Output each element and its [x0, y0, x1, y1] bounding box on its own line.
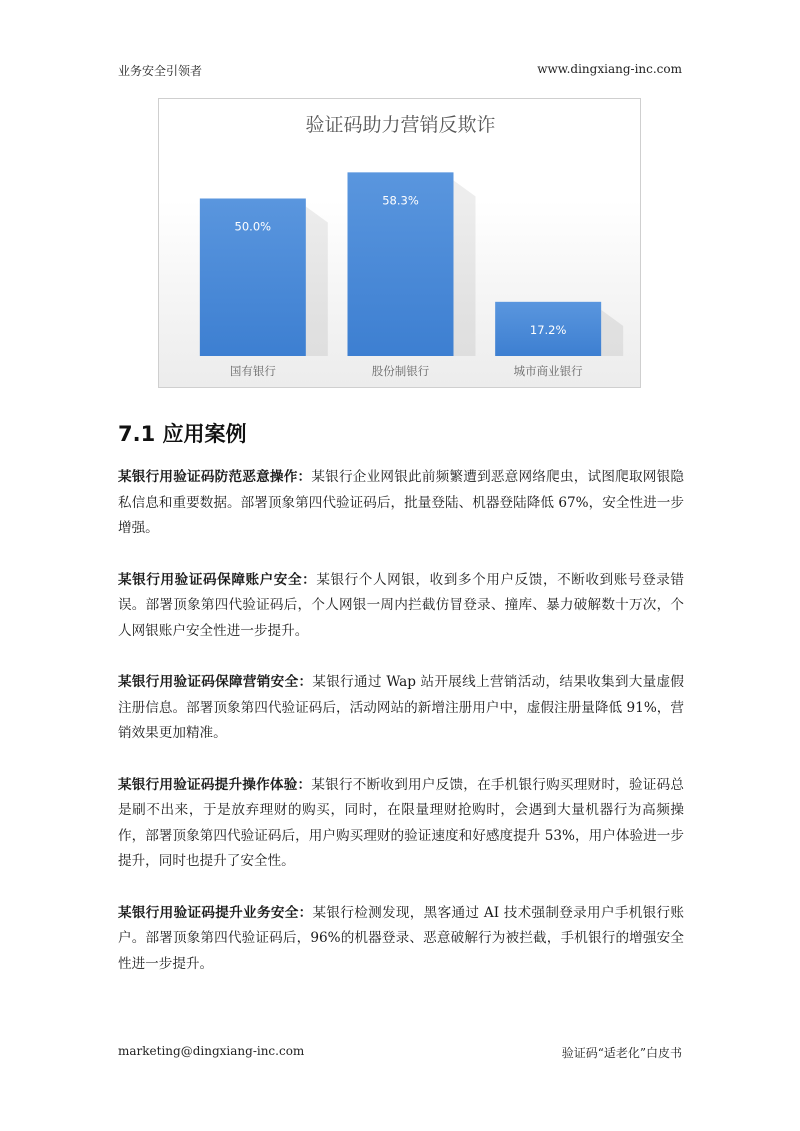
case-paragraph	[118, 568, 684, 645]
case-paragraph	[118, 773, 684, 875]
bar-chart-svg	[159, 99, 641, 388]
footer-doc-title: 验证码“适老化”白皮书	[561, 1046, 682, 1060]
case-text: 某银行通过 Wap 站开展线上营销活动，结果收集到大量虚假注册信息。部署顶象第四代验证码后，活动网站的新增注册用户中，虚假注册量降低 91%，营销效果更加精准。	[118, 674, 684, 741]
case-lead: 某银行用验证码提升业务安全：	[118, 904, 313, 921]
section-title: 7.1 应用案例	[118, 422, 247, 446]
bar-shadow	[306, 207, 328, 357]
case-lead: 某银行用验证码防范恶意操作：	[118, 469, 312, 485]
bar-value-label: 50.0%	[234, 219, 272, 234]
footer-email[interactable]: marketing@dingxiang-inc.com	[118, 1044, 305, 1058]
bar-value-label: 17.2%	[529, 322, 567, 337]
case-paragraph	[118, 465, 684, 542]
header-tagline: 业务安全引领者	[118, 64, 203, 78]
case-paragraph	[118, 901, 684, 978]
case-lead: 某银行用验证码保障账户安全：	[118, 571, 317, 588]
bar-value-label: 58.3%	[382, 193, 419, 208]
chart-title: 验证码助力营销反欺诈	[305, 114, 496, 136]
x-tick-label: 股份制银行	[371, 364, 430, 378]
case-paragraph	[118, 670, 684, 747]
case-text: 某银行不断收到用户反馈，在手机银行购买理财时，验证码总是刷不出来，于是放弃理财的购买，同时，在限量理财抢购时，会遇到大量机器行为高频操作，部署顶象第四代验证码后，用户购买理财的验证速度和好感度提升 53%，用户体验进一步提升，同时也提升了安全性。	[118, 776, 684, 869]
x-tick-label: 城市商业银行	[513, 364, 583, 378]
bar-shadow	[454, 180, 476, 356]
case-list	[118, 465, 684, 1003]
bar-chart	[158, 98, 641, 388]
case-text: 某银行企业网银此前频繁遭到恶意网络爬虫，试图爬取网银隐私信息和重要数据。部署顶象第四代验证码后，批量登陆、机器登陆降低 67%，安全性进一步增强。	[118, 469, 684, 536]
header-website[interactable]: www.dingxiang-inc.com	[537, 62, 682, 76]
case-lead: 某银行用验证码保障营销安全：	[118, 674, 313, 690]
case-text: 某银行检测发现，黑客通过 AI 技术强制登录用户手机银行账户。部署顶象第四代验证码后，96%的机器登录、恶意破解行为被拦截，手机银行的增强安全性进一步提升。	[118, 904, 685, 972]
case-text: 某银行个人网银，收到多个用户反馈，不断收到账号登录错误。部署顶象第四代验证码后，个人网银一周内拦截仿冒登录、撞库、暴力破解数十万次，个人网银账户安全性进一步提升。	[118, 571, 685, 639]
case-lead: 某银行用验证码提升操作体验：	[118, 776, 312, 793]
x-tick-label: 国有银行	[229, 364, 276, 378]
bar-shadow	[601, 310, 623, 356]
